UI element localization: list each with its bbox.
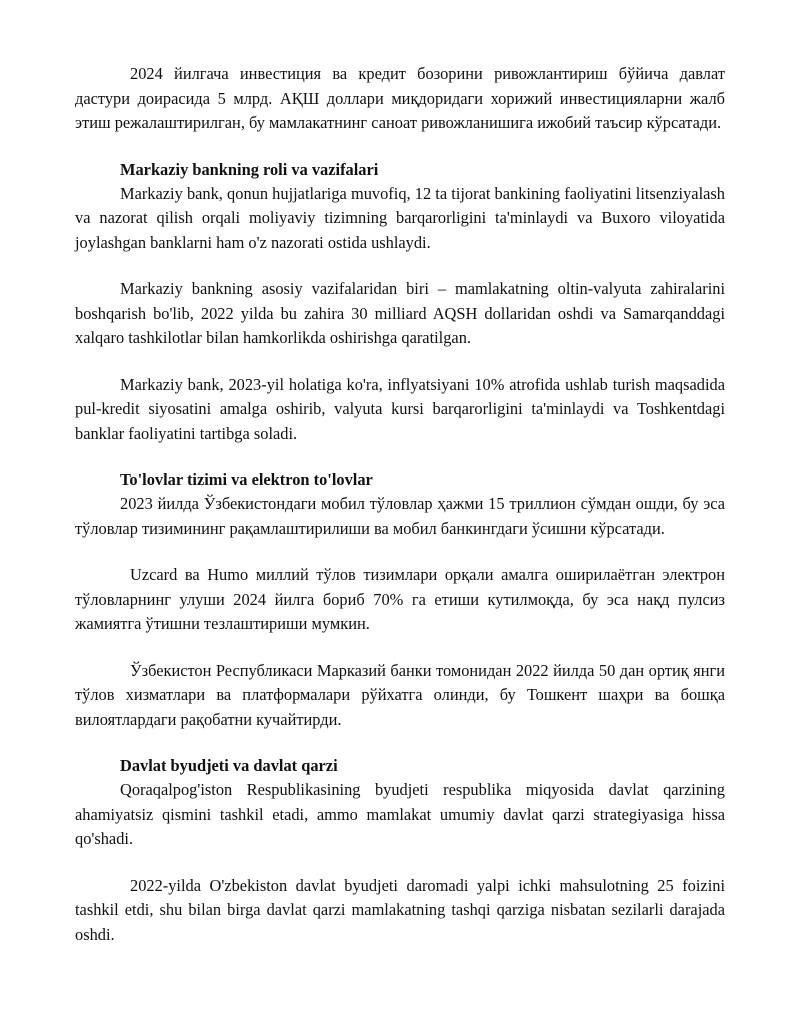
section-heading-budget: Davlat byudjeti va davlat qarzi (120, 756, 338, 775)
paragraph-budget-1: Qoraqalpog'iston Respublikasining byudjeti respublika miqyosida davlat qarzining ahamiyatsiz qismini tashkil etadi, ammo mamlakat umumiy davlat qarzi strategiyasiga hissa qo'shadi. (75, 780, 725, 848)
paragraph-payments-2: Uzcard ва Humo миллий тўлов тизимлари орқали амалга оширилаётган электрон тўловларнинг улуши 2024 йилга бориб 70% га етиши кутилмоқда, бу эса нақд пулсиз жамиятга ўтишни тезлаштириши мумкин. (75, 565, 725, 633)
paragraph-central-bank-2: Markaziy bankning asosiy vazifalaridan biri – mamlakatning oltin-valyuta zahiralarini boshqarish bo'lib, 2022 yilda bu zahira 30 milliard AQSH dollaridan oshdi va Samarqanddagi xalqaro tashkilotlar bilan hamkorlikda oshirishga qaratilgan. (75, 279, 725, 347)
paragraph-central-bank-1: Markaziy bank, qonun hujjatlariga muvofiq, 12 ta tijorat bankining faoliyatini litsenziyalash va nazorat qilish orqali moliyaviy tizimning barqarorligini ta'minlaydi va Buxoro viloyatida joylashgan banklarni ham o'z nazorati ostida ushlaydi. (75, 183, 725, 252)
section-heading-payments: To'lovlar tizimi va elektron to'lovlar (120, 470, 373, 489)
paragraph-budget-2: 2022-yilda O'zbekiston davlat byudjeti daromadi yalpi ichki mahsulotning 25 foizini tashkil etdi, shu bilan birga davlat qarzi mamlakatning tashqi qarziga nisbatan sezilarli darajada oshdi. (75, 875, 725, 944)
paragraph-payments-3: Ўзбекистон Республикаси Марказий банки томонидан 2022 йилда 50 дан ортиқ янги тўлов хизматлари ва платформалари рўйхатга олинди, бу Тошкент шаҳри ва бошқа вилоятлардаги рақобатни кучайтирди. (75, 660, 725, 729)
intro-paragraph: 2024 йилгача инвестиция ва кредит бозорини ривожлантириш бўйича давлат дастури доирасида 5 млрд. АҚШ доллари миқдоридаги хорижий инвестицияларни жалб этиш режалаштирилган, бу мамлакатнинг саноат ривожланишига ижобий таъсир кўрсатади. (75, 64, 725, 132)
paragraph-central-bank-3: Markaziy bank, 2023-yil holatiga ko'ra, inflyatsiyani 10% atrofida ushlab turish maqsadida pul-kredit siyosatini amalga oshirib, valyuta kursi barqarorligini ta'minlaydi va Toshkentdagi banklar faoliyatini tartibga soladi. (75, 374, 725, 443)
document-page (75, 62, 725, 947)
paragraph-payments-1: 2023 йилда Ўзбекистондаги мобил тўловлар ҳажми 15 триллион сўмдан ошди, бу эса тўловлар тизимининг рақамлаштирилиши ва мобил банкингдаги ўсишни кўрсатади. (75, 494, 725, 538)
section-heading-central-bank: Markaziy bankning roli va vazifalari (120, 159, 379, 179)
